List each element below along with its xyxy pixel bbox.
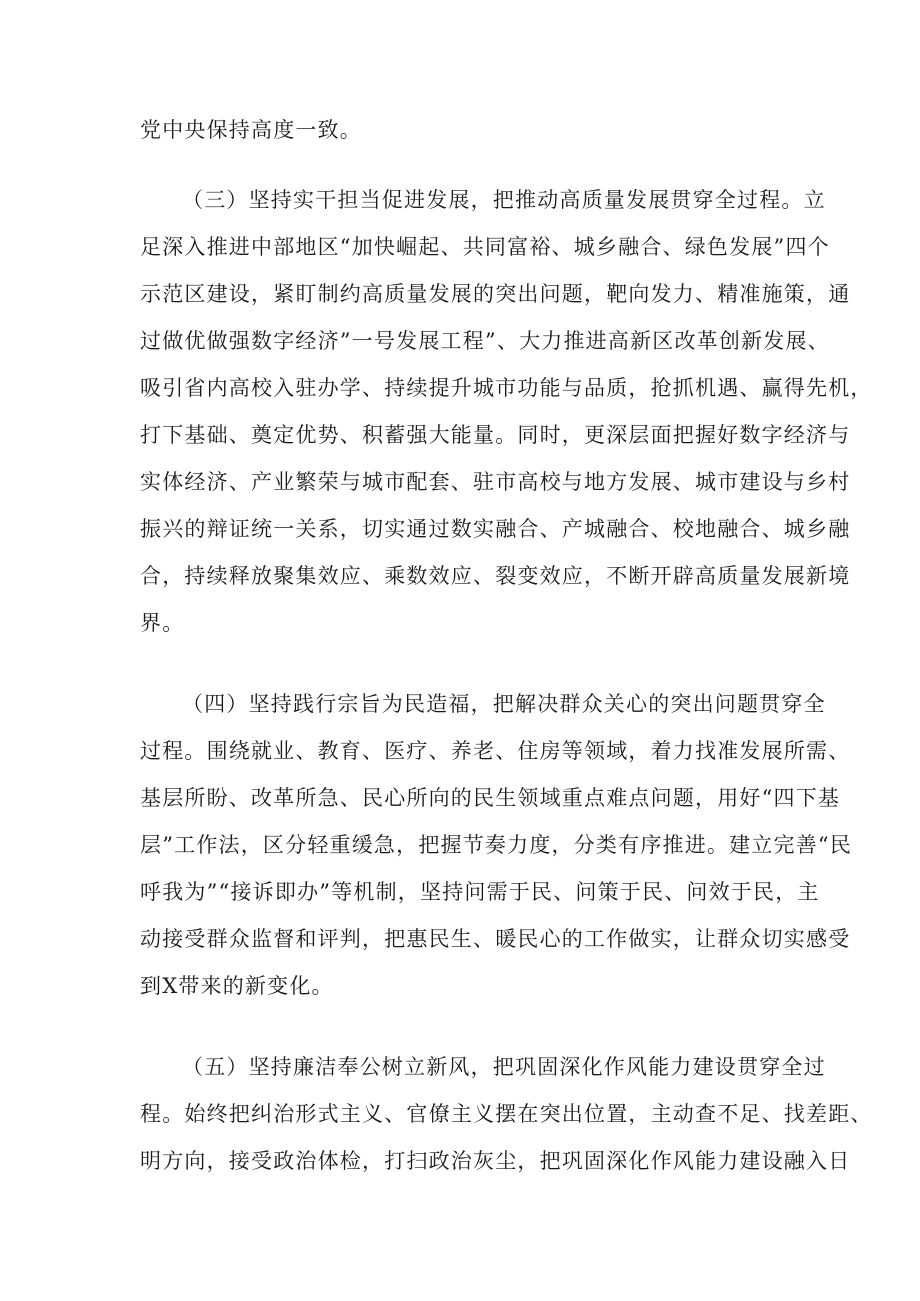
- paragraph-5: [140, 1044, 873, 1185]
- text-line: 示范区建设，紧盯制约高质量发展的突出问题，靶向发力、精准施策，通: [140, 282, 851, 306]
- text-line: 程。始终把纠治形式主义、官僚主义摆在突出位置，主动查不足、找差距、: [140, 1102, 873, 1126]
- text-line: 合，持续释放聚集效应、乘数效应、裂变效应，不断开辟高质量发展新境: [140, 564, 851, 588]
- text-line: 党中央保持高度一致。: [140, 118, 362, 142]
- text-line: 打下基础、奠定优势、积蓄强大能量。同时，更深层面把握好数字经济与: [140, 423, 851, 447]
- text-line: 动接受群众监督和评判，把惠民生、暖民心的工作做实，让群众切实感受: [140, 927, 851, 951]
- text-line: 振兴的辩证统一关系，切实通过数实融合、产城融合、校地融合、城乡融: [140, 517, 851, 541]
- text-line: 过程。围绕就业、教育、医疗、养老、住房等领域，着力找准发展所需、: [140, 739, 851, 763]
- text-line: 呼我为”“接诉即办”等机制，坚持问需于民、问策于民、问效于民，主: [140, 880, 820, 904]
- text-line: 到X带来的新变化。: [140, 974, 334, 998]
- text-line: 足深入推进中部地区“加快崛起、共同富裕、城乡融合、绿色发展”四个: [140, 235, 830, 259]
- text-line: （四）坚持践行宗旨为民造福，把解决群众关心的突出问题贯穿全: [182, 692, 826, 716]
- text-line: 实体经济、产业繁荣与城市配套、驻市高校与地方发展、城市建设与乡村: [140, 470, 851, 494]
- text-line: 基层所盼、改革所急、民心所向的民生领域重点难点问题，用好“四下基: [140, 786, 841, 810]
- text-line: （三）坚持实干担当促进发展，把推动高质量发展贯穿全过程。立: [182, 188, 826, 212]
- text-line: （五）坚持廉洁奉公树立新风，把巩固深化作风能力建设贯穿全过: [182, 1055, 826, 1079]
- text-line: 层”工作法，区分轻重缓急，把握节奏力度，分类有序推进。建立完善“民: [140, 833, 853, 857]
- paragraph-4: [140, 681, 853, 1010]
- text-line: 过做优做强数字经济”一号发展工程”、大力推进高新区改革创新发展、: [140, 329, 830, 353]
- text-line: 界。: [140, 611, 185, 635]
- text-line: 明方向，接受政治体检，打扫政治灰尘，把巩固深化作风能力建设融入日: [140, 1149, 851, 1173]
- paragraph-fragment-top: [140, 107, 788, 154]
- text-line: 吸引省内高校入驻办学、持续提升城市功能与品质，抢抓机遇、赢得先机，: [140, 376, 873, 400]
- paragraph-3: [140, 177, 873, 647]
